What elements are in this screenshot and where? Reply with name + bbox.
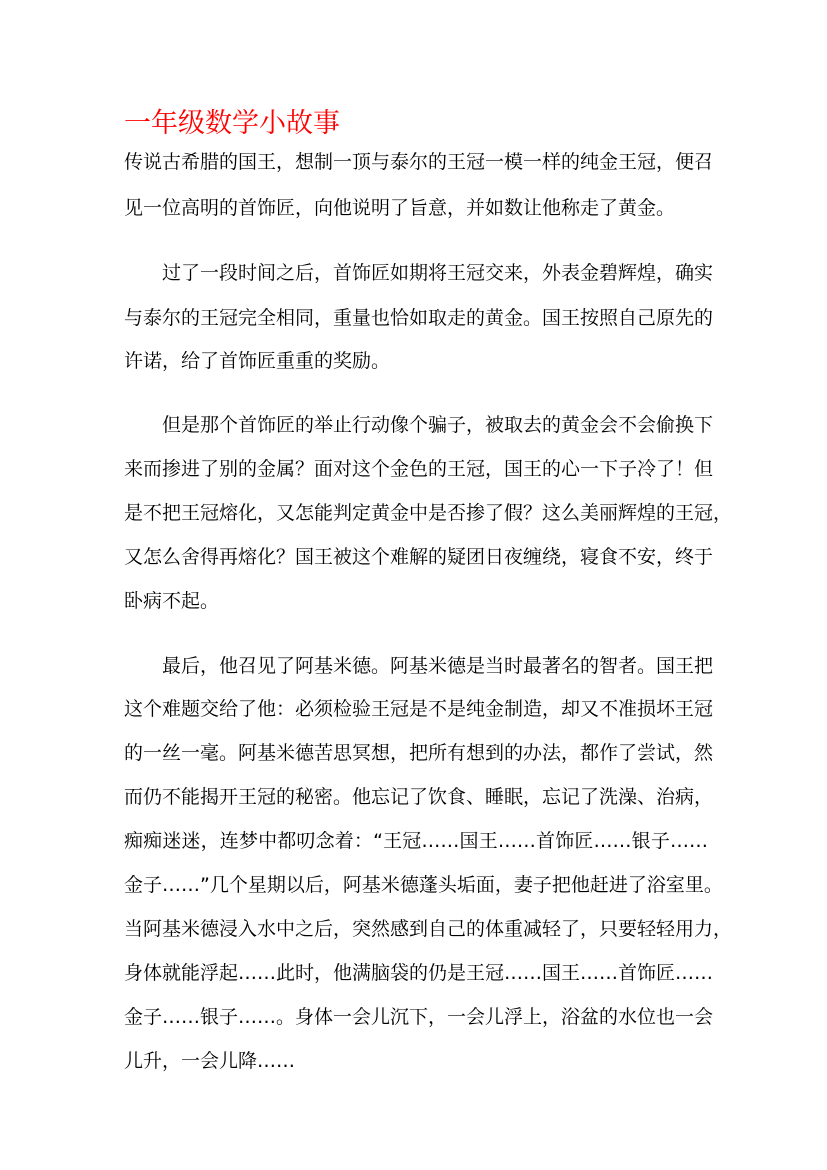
paragraph-4-line-8: 身体就能浮起……此时，他满脑袋的仍是王冠……国王……首饰匠…… <box>124 962 714 984</box>
paragraph-1-line-1: 传说古希腊的国王，想制一顶与泰尔的王冠一模一样的纯金王冠，便召 <box>124 151 714 173</box>
paragraph-3-line-5: 卧病不起。 <box>124 590 220 612</box>
paragraph-4-line-2: 这个难题交给了他：必须检验王冠是不是纯金制造，却又不准损坏王冠 <box>124 698 714 720</box>
paragraph-4-line-9: 金子……银子……。身体一会儿沉下，一会儿浮上，浴盆的水位也一会 <box>124 1006 714 1028</box>
paragraph-4-line-10: 儿升，一会儿降…… <box>124 1050 296 1072</box>
paragraph-3-line-3: 是不把王冠熔化，又怎能判定黄金中是否掺了假？这么美丽辉煌的王冠， <box>124 502 733 524</box>
paragraph-3-line-1: 但是那个首饰匠的举止行动像个骗子，被取去的黄金会不会偷换下 <box>162 414 714 436</box>
paragraph-2-line-3: 许诺，给了首饰匠重重的奖励。 <box>124 350 391 372</box>
paragraph-4-line-1: 最后，他召见了阿基米德。阿基米德是当时最著名的智者。国王把 <box>162 655 714 677</box>
paragraph-4-line-6: 金子……”几个星期以后，阿基米德蓬头垢面，妻子把他赶进了浴室里。 <box>124 874 723 896</box>
paragraph-4-line-5: 痴痴迷迷，连梦中都叨念着：“王冠……国王……首饰匠……银子…… <box>124 830 708 852</box>
paragraph-1-line-2: 见一位高明的首饰匠，向他说明了旨意，并如数让他称走了黄金。 <box>124 197 676 219</box>
paragraph-4-line-4: 而仍不能揭开王冠的秘密。他忘记了饮食、睡眠，忘记了洗澡、治病， <box>124 786 714 808</box>
document-title: 一年级数学小故事 <box>124 108 340 139</box>
paragraph-4-line-3: 的一丝一毫。阿基米德苦思冥想，把所有想到的办法，都作了尝试，然 <box>124 742 714 764</box>
paragraph-4-line-7: 当阿基米德浸入水中之后，突然感到自己的体重减轻了，只要轻轻用力， <box>124 918 733 940</box>
paragraph-3-line-2: 来而掺进了别的金属？面对这个金色的王冠，国王的心一下子冷了！但 <box>124 458 714 480</box>
paragraph-3-line-4: 又怎么舍得再熔化？国王被这个难解的疑团日夜缠绕，寝食不安，终于 <box>124 546 714 568</box>
paragraph-2-line-1: 过了一段时间之后，首饰匠如期将王冠交来，外表金碧辉煌，确实 <box>162 262 714 284</box>
paragraph-2-line-2: 与泰尔的王冠完全相同，重量也恰如取走的黄金。国王按照自己原先的 <box>124 307 714 329</box>
